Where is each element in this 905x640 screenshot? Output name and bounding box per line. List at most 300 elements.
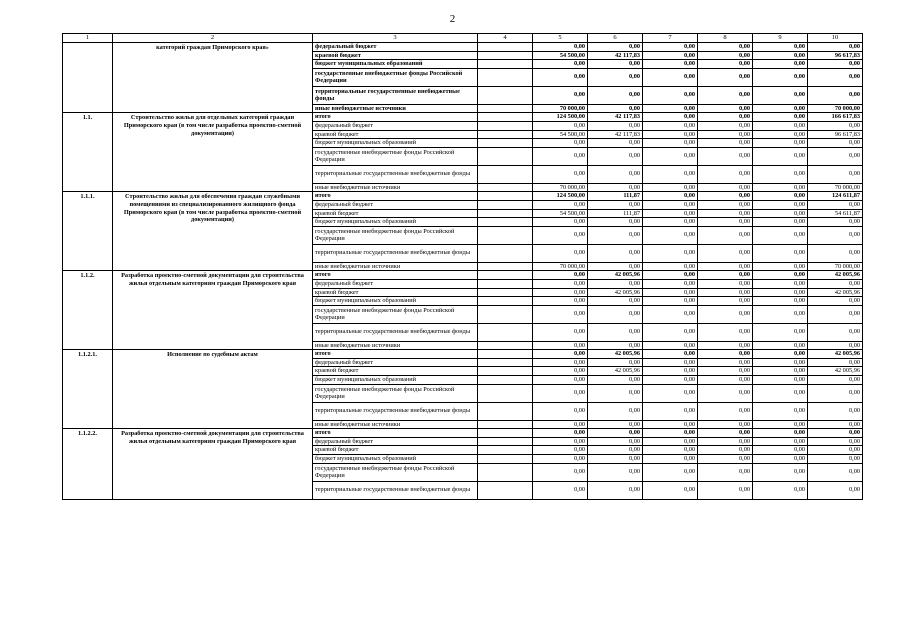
amount-cell: 0,00 bbox=[533, 226, 588, 244]
amount-cell: 0,00 bbox=[533, 437, 588, 446]
table-row bbox=[63, 271, 863, 280]
funding-source: федеральный бюджет bbox=[313, 358, 478, 367]
amount-cell: 0,00 bbox=[643, 279, 698, 288]
amount-cell: 0,00 bbox=[588, 376, 643, 385]
amount-cell: 0,00 bbox=[753, 165, 808, 183]
amount-cell: 0,00 bbox=[753, 192, 808, 201]
amount-cell: 0,00 bbox=[753, 402, 808, 420]
amount-cell: 0,00 bbox=[753, 288, 808, 297]
amount-cell: 0,00 bbox=[808, 244, 863, 262]
amount-cell: 0,00 bbox=[698, 226, 753, 244]
amount-cell: 0,00 bbox=[808, 402, 863, 420]
amount-cell: 0,00 bbox=[808, 86, 863, 104]
amount-cell: 0,00 bbox=[698, 165, 753, 183]
column-number-4: 4 bbox=[478, 34, 533, 43]
amount-cell: 0,00 bbox=[753, 297, 808, 306]
amount-cell: 0,00 bbox=[588, 323, 643, 341]
funding-source: иные внебюджетные источники bbox=[313, 262, 478, 271]
amount-cell: 0,00 bbox=[643, 402, 698, 420]
item-code: 1.1.2. bbox=[63, 271, 113, 350]
amount-cell: 0,00 bbox=[698, 384, 753, 402]
funding-source: федеральный бюджет bbox=[313, 437, 478, 446]
amount-cell: 0,00 bbox=[808, 446, 863, 455]
item-title: Строительство жилья для отдельных категорий граждан Приморского края (в том числе разработка проектно-сметной документации) bbox=[113, 113, 313, 192]
column-4-cell bbox=[478, 384, 533, 402]
amount-cell: 0,00 bbox=[588, 341, 643, 350]
amount-cell: 0,00 bbox=[808, 218, 863, 227]
amount-cell: 0,00 bbox=[588, 86, 643, 104]
amount-cell: 42 117,83 bbox=[588, 130, 643, 139]
amount-cell: 0,00 bbox=[753, 60, 808, 69]
funding-source: бюджет муниципальных образований bbox=[313, 218, 478, 227]
amount-cell: 0,00 bbox=[808, 305, 863, 323]
column-4-cell bbox=[478, 183, 533, 192]
column-4-cell bbox=[478, 367, 533, 376]
amount-cell: 0,00 bbox=[643, 121, 698, 130]
amount-cell: 42 005,96 bbox=[808, 288, 863, 297]
amount-cell: 0,00 bbox=[698, 297, 753, 306]
amount-cell: 0,00 bbox=[698, 209, 753, 218]
amount-cell: 0,00 bbox=[698, 446, 753, 455]
amount-cell: 0,00 bbox=[643, 183, 698, 192]
amount-cell: 0,00 bbox=[588, 43, 643, 52]
funding-source: итого bbox=[313, 192, 478, 201]
column-4-cell bbox=[478, 165, 533, 183]
amount-cell: 0,00 bbox=[643, 165, 698, 183]
column-4-cell bbox=[478, 51, 533, 60]
amount-cell: 0,00 bbox=[588, 402, 643, 420]
column-4-cell bbox=[478, 341, 533, 350]
column-4-cell bbox=[478, 218, 533, 227]
amount-cell: 0,00 bbox=[643, 297, 698, 306]
funding-source: территориальные государственные внебюджетные фонды bbox=[313, 323, 478, 341]
amount-cell: 0,00 bbox=[753, 481, 808, 499]
column-4-cell bbox=[478, 104, 533, 113]
amount-cell: 0,00 bbox=[808, 420, 863, 429]
amount-cell: 0,00 bbox=[753, 463, 808, 481]
amount-cell: 0,00 bbox=[808, 437, 863, 446]
amount-cell: 0,00 bbox=[643, 323, 698, 341]
table-row bbox=[63, 43, 863, 52]
amount-cell: 0,00 bbox=[533, 165, 588, 183]
amount-cell: 0,00 bbox=[533, 384, 588, 402]
amount-cell: 0,00 bbox=[753, 43, 808, 52]
amount-cell: 0,00 bbox=[533, 402, 588, 420]
amount-cell: 0,00 bbox=[588, 147, 643, 165]
amount-cell: 0,00 bbox=[808, 147, 863, 165]
amount-cell: 0,00 bbox=[753, 455, 808, 464]
amount-cell: 0,00 bbox=[643, 455, 698, 464]
amount-cell: 0,00 bbox=[643, 51, 698, 60]
funding-source: территориальные государственные внебюджетные фонды bbox=[313, 244, 478, 262]
amount-cell: 0,00 bbox=[808, 481, 863, 499]
funding-source: государственные внебюджетные фонды Российской Федерации bbox=[313, 463, 478, 481]
amount-cell: 70 000,00 bbox=[808, 262, 863, 271]
amount-cell: 0,00 bbox=[698, 51, 753, 60]
column-4-cell bbox=[478, 279, 533, 288]
amount-cell: 0,00 bbox=[533, 139, 588, 148]
amount-cell: 0,00 bbox=[643, 305, 698, 323]
amount-cell: 0,00 bbox=[588, 437, 643, 446]
amount-cell: 0,00 bbox=[643, 226, 698, 244]
column-4-cell bbox=[478, 226, 533, 244]
amount-cell: 0,00 bbox=[808, 121, 863, 130]
amount-cell: 124 500,00 bbox=[533, 113, 588, 122]
amount-cell: 0,00 bbox=[698, 183, 753, 192]
funding-source: территориальные государственные внебюджетные фонды bbox=[313, 86, 478, 104]
amount-cell: 0,00 bbox=[698, 358, 753, 367]
amount-cell: 0,00 bbox=[698, 350, 753, 359]
amount-cell: 0,00 bbox=[533, 218, 588, 227]
amount-cell: 0,00 bbox=[643, 384, 698, 402]
amount-cell: 0,00 bbox=[698, 130, 753, 139]
amount-cell: 42 005,96 bbox=[588, 367, 643, 376]
funding-source: бюджет муниципальных образований bbox=[313, 376, 478, 385]
amount-cell: 0,00 bbox=[588, 384, 643, 402]
amount-cell: 42 117,83 bbox=[588, 113, 643, 122]
amount-cell: 0,00 bbox=[533, 121, 588, 130]
amount-cell: 0,00 bbox=[643, 271, 698, 280]
amount-cell: 0,00 bbox=[643, 244, 698, 262]
column-4-cell bbox=[478, 244, 533, 262]
column-4-cell bbox=[478, 358, 533, 367]
column-4-cell bbox=[478, 429, 533, 438]
amount-cell: 0,00 bbox=[643, 463, 698, 481]
amount-cell: 0,00 bbox=[753, 130, 808, 139]
amount-cell: 0,00 bbox=[533, 279, 588, 288]
table-row bbox=[63, 429, 863, 438]
amount-cell: 70 000,00 bbox=[533, 262, 588, 271]
column-4-cell bbox=[478, 68, 533, 86]
amount-cell: 0,00 bbox=[588, 165, 643, 183]
amount-cell: 0,00 bbox=[643, 68, 698, 86]
amount-cell: 0,00 bbox=[698, 86, 753, 104]
amount-cell: 0,00 bbox=[643, 481, 698, 499]
amount-cell: 0,00 bbox=[808, 43, 863, 52]
amount-cell: 0,00 bbox=[808, 139, 863, 148]
column-4-cell bbox=[478, 323, 533, 341]
amount-cell: 0,00 bbox=[808, 384, 863, 402]
amount-cell: 0,00 bbox=[643, 341, 698, 350]
amount-cell: 0,00 bbox=[698, 323, 753, 341]
amount-cell: 0,00 bbox=[698, 113, 753, 122]
amount-cell: 0,00 bbox=[698, 429, 753, 438]
amount-cell: 0,00 bbox=[753, 367, 808, 376]
amount-cell: 0,00 bbox=[698, 147, 753, 165]
column-4-cell bbox=[478, 262, 533, 271]
table-row bbox=[63, 113, 863, 122]
amount-cell: 42 117,83 bbox=[588, 51, 643, 60]
amount-cell: 0,00 bbox=[698, 244, 753, 262]
amount-cell: 0,00 bbox=[753, 358, 808, 367]
amount-cell: 42 005,96 bbox=[808, 350, 863, 359]
amount-cell: 70 000,00 bbox=[533, 104, 588, 113]
amount-cell: 0,00 bbox=[643, 113, 698, 122]
item-title: категорий граждан Приморского края» bbox=[113, 43, 313, 113]
column-4-cell bbox=[478, 192, 533, 201]
amount-cell: 0,00 bbox=[533, 200, 588, 209]
amount-cell: 0,00 bbox=[643, 139, 698, 148]
amount-cell: 0,00 bbox=[643, 218, 698, 227]
amount-cell: 0,00 bbox=[753, 429, 808, 438]
funding-source: территориальные государственные внебюджетные фонды bbox=[313, 402, 478, 420]
amount-cell: 0,00 bbox=[808, 279, 863, 288]
funding-source: федеральный бюджет bbox=[313, 43, 478, 52]
column-4-cell bbox=[478, 376, 533, 385]
amount-cell: 0,00 bbox=[643, 288, 698, 297]
column-4-cell bbox=[478, 481, 533, 499]
amount-cell: 0,00 bbox=[808, 68, 863, 86]
amount-cell: 0,00 bbox=[753, 147, 808, 165]
amount-cell: 0,00 bbox=[698, 463, 753, 481]
amount-cell: 0,00 bbox=[533, 481, 588, 499]
funding-source: итого bbox=[313, 429, 478, 438]
budget-table-body bbox=[63, 34, 863, 500]
amount-cell: 0,00 bbox=[698, 104, 753, 113]
amount-cell: 0,00 bbox=[533, 350, 588, 359]
column-4-cell bbox=[478, 305, 533, 323]
funding-source: государственные внебюджетные фонды Российской Федерации bbox=[313, 384, 478, 402]
column-4-cell bbox=[478, 139, 533, 148]
funding-source: краевой бюджет bbox=[313, 367, 478, 376]
amount-cell: 0,00 bbox=[533, 463, 588, 481]
amount-cell: 0,00 bbox=[643, 130, 698, 139]
funding-source: федеральный бюджет bbox=[313, 121, 478, 130]
amount-cell: 0,00 bbox=[643, 429, 698, 438]
amount-cell: 0,00 bbox=[588, 121, 643, 130]
column-4-cell bbox=[478, 43, 533, 52]
amount-cell: 0,00 bbox=[588, 244, 643, 262]
amount-cell: 0,00 bbox=[753, 51, 808, 60]
amount-cell: 0,00 bbox=[643, 358, 698, 367]
amount-cell: 0,00 bbox=[643, 376, 698, 385]
column-number-3: 3 bbox=[313, 34, 478, 43]
amount-cell: 0,00 bbox=[588, 60, 643, 69]
amount-cell: 0,00 bbox=[533, 288, 588, 297]
amount-cell: 0,00 bbox=[698, 218, 753, 227]
funding-source: государственные внебюджетные фонды Российской Федерации bbox=[313, 147, 478, 165]
amount-cell: 70 000,00 bbox=[808, 183, 863, 192]
amount-cell: 0,00 bbox=[533, 420, 588, 429]
column-number-6: 6 bbox=[588, 34, 643, 43]
funding-source: государственные внебюджетные фонды Российской Федерации bbox=[313, 68, 478, 86]
amount-cell: 0,00 bbox=[753, 437, 808, 446]
amount-cell: 0,00 bbox=[698, 420, 753, 429]
funding-source: краевой бюджет bbox=[313, 51, 478, 60]
amount-cell: 0,00 bbox=[643, 209, 698, 218]
amount-cell: 0,00 bbox=[698, 341, 753, 350]
amount-cell: 0,00 bbox=[643, 192, 698, 201]
amount-cell: 0,00 bbox=[753, 376, 808, 385]
amount-cell: 70 000,00 bbox=[808, 104, 863, 113]
amount-cell: 0,00 bbox=[808, 358, 863, 367]
amount-cell: 0,00 bbox=[643, 420, 698, 429]
amount-cell: 0,00 bbox=[588, 262, 643, 271]
amount-cell: 42 005,96 bbox=[808, 367, 863, 376]
amount-cell: 0,00 bbox=[588, 420, 643, 429]
column-4-cell bbox=[478, 420, 533, 429]
funding-source: государственные внебюджетные фонды Российской Федерации bbox=[313, 305, 478, 323]
column-4-cell bbox=[478, 86, 533, 104]
funding-source: краевой бюджет bbox=[313, 446, 478, 455]
column-4-cell bbox=[478, 463, 533, 481]
column-4-cell bbox=[478, 297, 533, 306]
amount-cell: 0,00 bbox=[753, 104, 808, 113]
amount-cell: 0,00 bbox=[753, 271, 808, 280]
amount-cell: 0,00 bbox=[698, 200, 753, 209]
amount-cell: 0,00 bbox=[808, 341, 863, 350]
column-4-cell bbox=[478, 402, 533, 420]
amount-cell: 0,00 bbox=[588, 481, 643, 499]
funding-source: иные внебюджетные источники bbox=[313, 420, 478, 429]
column-4-cell bbox=[478, 455, 533, 464]
amount-cell: 0,00 bbox=[698, 455, 753, 464]
amount-cell: 0,00 bbox=[698, 376, 753, 385]
funding-source: государственные внебюджетные фонды Российской Федерации bbox=[313, 226, 478, 244]
amount-cell: 0,00 bbox=[588, 305, 643, 323]
amount-cell: 0,00 bbox=[533, 271, 588, 280]
amount-cell: 0,00 bbox=[753, 218, 808, 227]
amount-cell: 0,00 bbox=[588, 183, 643, 192]
amount-cell: 0,00 bbox=[753, 200, 808, 209]
amount-cell: 0,00 bbox=[753, 244, 808, 262]
item-title: Строительство жилья для обеспечения граждан служебными помещениями из специализированного жилищного фонда Приморского края (в том числе разработка проектно-сметной документации) bbox=[113, 192, 313, 271]
amount-cell: 0,00 bbox=[753, 420, 808, 429]
funding-source: бюджет муниципальных образований bbox=[313, 297, 478, 306]
amount-cell: 0,00 bbox=[533, 147, 588, 165]
amount-cell: 0,00 bbox=[533, 455, 588, 464]
column-number-10: 10 bbox=[808, 34, 863, 43]
funding-source: иные внебюджетные источники bbox=[313, 183, 478, 192]
amount-cell: 0,00 bbox=[533, 429, 588, 438]
amount-cell: 0,00 bbox=[533, 297, 588, 306]
amount-cell: 0,00 bbox=[698, 367, 753, 376]
amount-cell: 0,00 bbox=[533, 358, 588, 367]
column-number-1: 1 bbox=[63, 34, 113, 43]
amount-cell: 0,00 bbox=[753, 183, 808, 192]
amount-cell: 0,00 bbox=[753, 209, 808, 218]
amount-cell: 0,00 bbox=[588, 226, 643, 244]
amount-cell: 0,00 bbox=[698, 60, 753, 69]
column-4-cell bbox=[478, 209, 533, 218]
amount-cell: 0,00 bbox=[698, 279, 753, 288]
amount-cell: 0,00 bbox=[533, 323, 588, 341]
amount-cell: 0,00 bbox=[808, 323, 863, 341]
amount-cell: 0,00 bbox=[808, 455, 863, 464]
amount-cell: 0,00 bbox=[643, 147, 698, 165]
amount-cell: 0,00 bbox=[753, 323, 808, 341]
amount-cell: 0,00 bbox=[533, 376, 588, 385]
item-code: 1.1.1. bbox=[63, 192, 113, 271]
amount-cell: 0,00 bbox=[808, 429, 863, 438]
amount-cell: 0,00 bbox=[753, 113, 808, 122]
amount-cell: 0,00 bbox=[753, 446, 808, 455]
amount-cell: 0,00 bbox=[753, 68, 808, 86]
amount-cell: 0,00 bbox=[698, 481, 753, 499]
amount-cell: 0,00 bbox=[808, 60, 863, 69]
column-number-2: 2 bbox=[113, 34, 313, 43]
funding-source: итого bbox=[313, 350, 478, 359]
budget-table bbox=[62, 33, 863, 500]
amount-cell: 0,00 bbox=[643, 200, 698, 209]
amount-cell: 0,00 bbox=[533, 60, 588, 69]
funding-source: бюджет муниципальных образований bbox=[313, 455, 478, 464]
amount-cell: 0,00 bbox=[808, 463, 863, 481]
item-code: 1.1.2.1. bbox=[63, 350, 113, 429]
amount-cell: 124 500,00 bbox=[533, 192, 588, 201]
amount-cell: 0,00 bbox=[753, 350, 808, 359]
funding-source: иные внебюджетные источники bbox=[313, 104, 478, 113]
column-4-cell bbox=[478, 437, 533, 446]
amount-cell: 0,00 bbox=[753, 305, 808, 323]
column-4-cell bbox=[478, 130, 533, 139]
funding-source: краевой бюджет bbox=[313, 288, 478, 297]
amount-cell: 54 500,00 bbox=[533, 130, 588, 139]
amount-cell: 0,00 bbox=[698, 305, 753, 323]
amount-cell: 54 611,87 bbox=[808, 209, 863, 218]
amount-cell: 54 500,00 bbox=[533, 209, 588, 218]
funding-source: федеральный бюджет bbox=[313, 200, 478, 209]
funding-source: бюджет муниципальных образований bbox=[313, 60, 478, 69]
amount-cell: 111,87 bbox=[588, 192, 643, 201]
column-4-cell bbox=[478, 446, 533, 455]
header-row bbox=[63, 34, 863, 43]
amount-cell: 166 617,83 bbox=[808, 113, 863, 122]
amount-cell: 0,00 bbox=[533, 367, 588, 376]
amount-cell: 0,00 bbox=[588, 279, 643, 288]
amount-cell: 0,00 bbox=[588, 429, 643, 438]
column-4-cell bbox=[478, 200, 533, 209]
column-number-5: 5 bbox=[533, 34, 588, 43]
amount-cell: 0,00 bbox=[698, 288, 753, 297]
amount-cell: 54 500,00 bbox=[533, 51, 588, 60]
amount-cell: 0,00 bbox=[698, 192, 753, 201]
amount-cell: 0,00 bbox=[588, 358, 643, 367]
amount-cell: 0,00 bbox=[698, 121, 753, 130]
amount-cell: 96 617,83 bbox=[808, 130, 863, 139]
amount-cell: 0,00 bbox=[698, 43, 753, 52]
amount-cell: 0,00 bbox=[643, 446, 698, 455]
amount-cell: 96 617,83 bbox=[808, 51, 863, 60]
column-number-8: 8 bbox=[698, 34, 753, 43]
amount-cell: 0,00 bbox=[533, 305, 588, 323]
table-row bbox=[63, 350, 863, 359]
amount-cell: 42 005,96 bbox=[588, 288, 643, 297]
amount-cell: 0,00 bbox=[753, 384, 808, 402]
item-title: Разработка проектно-сметной документации для строительства жилья отдельным категориям граждан Приморского края bbox=[113, 271, 313, 350]
amount-cell: 0,00 bbox=[753, 341, 808, 350]
column-4-cell bbox=[478, 288, 533, 297]
amount-cell: 0,00 bbox=[808, 297, 863, 306]
funding-source: территориальные государственные внебюджетные фонды bbox=[313, 165, 478, 183]
funding-source: иные внебюджетные источники bbox=[313, 341, 478, 350]
page-number: 2 bbox=[449, 13, 456, 25]
amount-cell: 0,00 bbox=[533, 341, 588, 350]
amount-cell: 0,00 bbox=[533, 43, 588, 52]
amount-cell: 0,00 bbox=[698, 437, 753, 446]
amount-cell: 70 000,00 bbox=[533, 183, 588, 192]
item-code bbox=[63, 43, 113, 113]
amount-cell: 0,00 bbox=[533, 68, 588, 86]
funding-source: краевой бюджет bbox=[313, 130, 478, 139]
amount-cell: 0,00 bbox=[643, 437, 698, 446]
amount-cell: 0,00 bbox=[533, 446, 588, 455]
amount-cell: 0,00 bbox=[588, 463, 643, 481]
amount-cell: 0,00 bbox=[588, 455, 643, 464]
funding-source: бюджет муниципальных образований bbox=[313, 139, 478, 148]
amount-cell: 0,00 bbox=[643, 367, 698, 376]
amount-cell: 0,00 bbox=[753, 226, 808, 244]
